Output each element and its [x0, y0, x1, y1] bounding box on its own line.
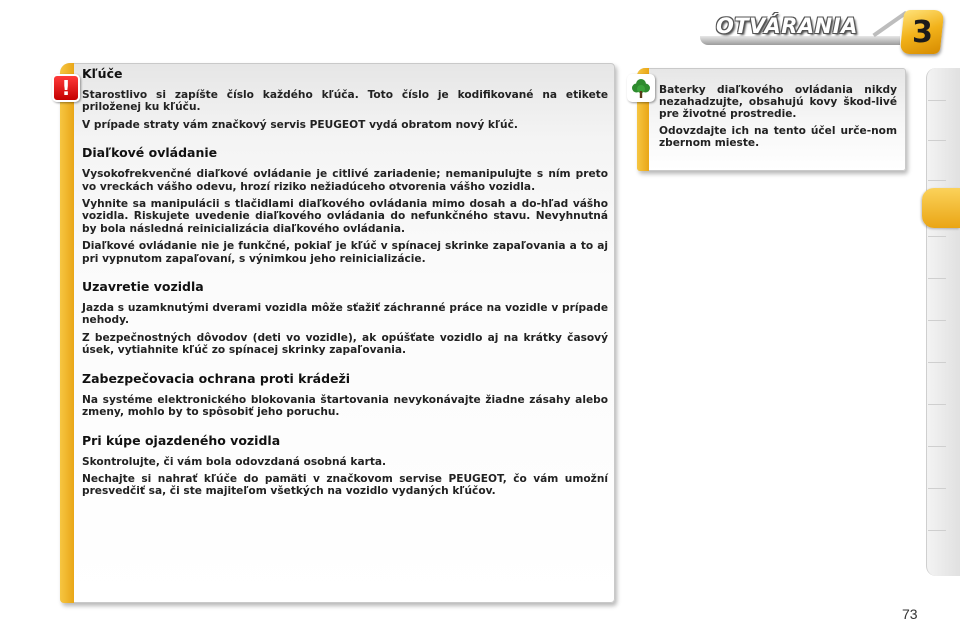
- warning-icon: !: [52, 74, 80, 102]
- tab-divider: [928, 180, 946, 181]
- tab-divider: [928, 278, 946, 279]
- panel-accent-stripe: [60, 63, 74, 603]
- warning-content: [82, 66, 608, 503]
- paragraph: Skontrolujte, či vám bola odovzdaná osobná karta.: [82, 455, 387, 468]
- paragraph: Starostlivo si zapíšte číslo každého kľúča. Toto číslo je kodifikované na etikete priloženej ku kľúču.: [82, 89, 608, 114]
- chapter-number: 3: [911, 14, 933, 50]
- tree-icon: [627, 74, 655, 102]
- page-number: 73: [902, 606, 918, 622]
- paragraph: Odovzdajte ich na tento účel urče-nom zbernom mieste.: [659, 125, 897, 149]
- tab-divider: [928, 488, 946, 489]
- tab-divider: [928, 362, 946, 363]
- paragraph: Vyhnite sa manipulácii s tlačidlami diaľkového ovládania mimo dosah a do-hľad vášho vozidla. Riskujete uvedenie diaľkového ovládania do nefunkčného stavu. Nevyhnutná by bola následná reinicializácia diaľkového ovládania.: [82, 198, 608, 235]
- tab-divider: [928, 530, 946, 531]
- section-heading: Pri kúpe ojazdeného vozidla: [82, 432, 281, 448]
- tab-divider: [928, 404, 946, 405]
- paragraph: Nechajte si nahrať kľúče do pamäti v značkovom servise PEUGEOT, čo vám umožní presvedčiť sa, či ste majiteľom všetkých na vozidlo vydaných kľúčov.: [82, 472, 608, 498]
- paragraph: Z bezpečnostných dôvodov (deti vo vozidle), ak opúšťate vozidlo aj na krátky časový úsek, vytiahnite kľúč zo spínacej skrinky zapaľovania.: [82, 331, 608, 357]
- tip-content: [659, 84, 897, 154]
- paragraph: Diaľkové ovládanie nie je funkčné, pokiaľ je kľúč v spínacej skrinke zapaľovania a to aj pri vypnutom zapaľovaní, s výnimkou jeho reinicializácie.: [82, 240, 608, 265]
- paragraph: Jazda s uzamknutými dverami vozidla môže sťažiť záchranné práce na vozidle v prípade nehody.: [82, 302, 608, 327]
- section-heading: Zabezpečovacia ochrana proti krádeži: [82, 370, 351, 386]
- section-heading: Diaľkové ovládanie: [82, 145, 218, 161]
- paragraph: V prípade straty vám značkový servis PEUGEOT vydá obratom nový kľúč.: [82, 118, 518, 131]
- chapter-tabs: [926, 68, 960, 576]
- paragraph: Baterky diaľkového ovládania nikdy nezahadzujte, obsahujú kovy škod-livé pre životné prostredie.: [659, 84, 897, 120]
- tab-divider: [928, 140, 946, 141]
- tab-divider: [928, 236, 946, 237]
- section-heading: Uzavretie vozidla: [82, 279, 204, 295]
- tab-divider: [928, 320, 946, 321]
- chapter-title: OTVÁRANIA: [716, 14, 858, 38]
- chapter-badge: [900, 10, 945, 54]
- paragraph: Na systéme elektronického blokovania štartovania nevykonávajte žiadne zásahy alebo zmeny, mohlo by to spôsobiť jeho poruchu.: [82, 393, 608, 419]
- paragraph: Vysokofrekvenčné diaľkové ovládanie je citlivé zariadenie; nemanipulujte s ním preto vo vreckách vášho odevu, hrozí riziko nežiadúceho otvorenia vášho vozidla.: [82, 168, 608, 193]
- tab-divider: [928, 100, 946, 101]
- tab-divider: [928, 446, 946, 447]
- active-chapter-tab: [922, 188, 960, 228]
- section-heading: Kľúče: [82, 66, 123, 81]
